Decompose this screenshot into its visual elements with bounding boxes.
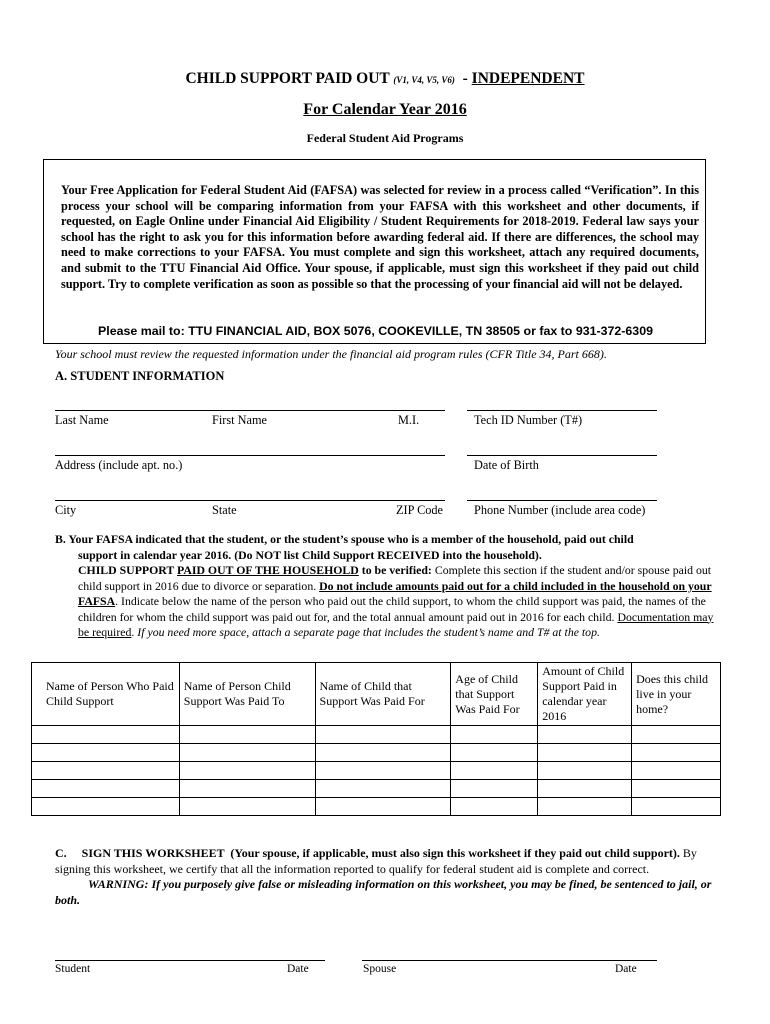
label-address: Address (include apt. no.) [55,458,183,472]
label-tech-id: Tech ID Number (T#) [474,413,583,427]
child-support-table [31,662,721,816]
col-header-child-name: Name of Child that Support Was Paid For [315,663,451,726]
spouse-signature-line[interactable] [362,960,657,961]
body-b: Do not include amounts paid out for a child included in the household on your FAFSA [78,578,712,608]
table-cell[interactable] [538,726,632,744]
body-e: . [131,625,138,639]
table-cell[interactable] [315,780,451,798]
verify-a: CHILD SUPPORT [78,563,178,577]
section-c-body: By signing this worksheet, we certify that all the information reported to qualify for federal student aid is complete and correct. [55,846,697,876]
table-cell[interactable] [632,762,721,780]
label-state: State [212,503,237,517]
table-cell[interactable] [538,780,632,798]
col-header-lives-home: Does this child live in your home? [632,663,721,726]
verify-b: PAID OUT OF THE HOUSEHOLD [177,563,359,577]
label-date-student: Date [287,963,309,975]
phone-field[interactable] [467,500,657,501]
table-cell[interactable] [451,726,538,744]
title-dash: - [462,70,468,87]
warning-text: WARNING: If you purposely give false or misleading information on this worksheet, you may be fined, be sentenced to jail, or both. [55,877,712,907]
section-a-heading: A. STUDENT INFORMATION [55,369,225,383]
verify-c: to be verified: [358,563,432,577]
section-b-heading-2: support in calendar year 2016. (Do NOT list Child Support RECEIVED into the household). [78,547,542,562]
label-date-spouse: Date [615,963,637,975]
body-d: Documentation may be required [78,609,714,639]
name-field[interactable] [55,410,445,411]
table-cell[interactable] [451,744,538,762]
table-cell[interactable] [32,762,180,780]
section-b-heading-1: B. Your FAFSA indicated that the student, or the student’s spouse who is a member of the household, paid out child [55,532,634,546]
label-student: Student [55,963,91,975]
notice-box [43,159,706,344]
label-mi: M.I. [398,413,420,427]
body-a: paid out child support in 2016 due to divorce or separation. [78,563,712,593]
col-header-child-age: Age of Child that Support Was Paid For [451,663,538,726]
table-cell[interactable] [538,798,632,816]
verify-d: Complete this section if the student and/or spouse [431,563,670,577]
table-cell[interactable] [451,780,538,798]
table-row [32,780,721,798]
form-title [0,70,770,88]
label-spouse: Spouse [363,963,397,975]
table-cell[interactable] [179,762,315,780]
table-cell[interactable] [32,744,180,762]
table-cell[interactable] [538,762,632,780]
title-type: INDEPENDENT [471,70,585,87]
section-c-heading: C. SIGN THIS WORKSHEET (Your spouse, if applicable, must also sign this worksheet if they paid out child support). [55,846,680,860]
body-c: . Indicate below the name of the person who paid out the child support, to whom the child support was paid, the names of the children for whom the child support was paid out for, and the total annual amount paid out in 2016 for each child. [78,594,706,624]
dob-field[interactable] [467,455,657,456]
tech-id-field[interactable] [467,410,657,411]
address-field[interactable] [55,455,445,456]
table-cell[interactable] [179,780,315,798]
label-first-name: First Name [212,413,267,427]
table-cell[interactable] [315,798,451,816]
body-f: If you need more space, attach a separate page that includes the student’s name and T# at the top. [137,625,600,639]
programs-label: Federal Student Aid Programs [306,131,464,145]
notice-text: Your Free Application for Federal Student Aid (FAFSA) was selected for review in a process called “Verification”. In this process your school will be comparing information from your FAFSA with this worksheet and other documents, if requested, on Eagle Online under Financial Aid Eligibility / Student Requirements for 2018-2019. Federal law says your school has the right to ask you for this information before awarding federal aid. If there are differences, the school may need to make corrections to your FAFSA. You must complete and sign this worksheet, attach any required documents, and submit to the TTU Financial Aid Office. Your spouse, if applicable, must sign this worksheet if they paid out child support. Try to complete verification as soon as possible so that the processing of your financial aid will not be delayed. [61,183,699,291]
table-row [32,762,721,780]
table-cell[interactable] [538,744,632,762]
review-note: Your school must review the requested information under the financial aid program rules (CFR Title 34, Part 668). [55,347,607,361]
label-last-name: Last Name [55,413,109,427]
table-cell[interactable] [179,726,315,744]
col-header-payee: Name of Person Child Support Was Paid To [179,663,315,726]
student-signature-line[interactable] [55,960,325,961]
table-cell[interactable] [632,798,721,816]
section-c [55,846,720,908]
label-city: City [55,503,77,517]
table-cell[interactable] [32,780,180,798]
label-zip: ZIP Code [396,503,444,517]
table-cell[interactable] [179,744,315,762]
table-cell[interactable] [32,798,180,816]
label-phone: Phone Number (include area code) [474,503,646,517]
table-row [32,726,721,744]
col-header-amount: Amount of Child Support Paid in calendar year 2016 [538,663,632,726]
table-cell[interactable] [632,726,721,744]
table-cell[interactable] [451,798,538,816]
col-header-payer: Name of Person Who Paid Child Support [32,663,180,726]
table-cell[interactable] [632,744,721,762]
table-cell[interactable] [315,762,451,780]
title-versions: (V1, V4, V5, V6) [393,75,455,85]
table-cell[interactable] [315,744,451,762]
table-cell[interactable] [315,726,451,744]
title-main: CHILD SUPPORT PAID OUT [185,70,390,87]
form-subtitle: For Calendar Year 2016 [303,101,467,118]
table-row [32,798,721,816]
table-header-row [32,663,721,726]
section-b [55,532,715,641]
table-cell[interactable] [32,726,180,744]
table-cell[interactable] [179,798,315,816]
mail-instructions: Please mail to: TTU FINANCIAL AID, BOX 5076, COOKEVILLE, TN 38505 or fax to 931-372-6309 [97,324,653,338]
table-cell[interactable] [451,762,538,780]
table-row [32,744,721,762]
table-cell[interactable] [632,780,721,798]
label-dob: Date of Birth [474,458,539,472]
city-state-zip-field[interactable] [55,500,445,501]
